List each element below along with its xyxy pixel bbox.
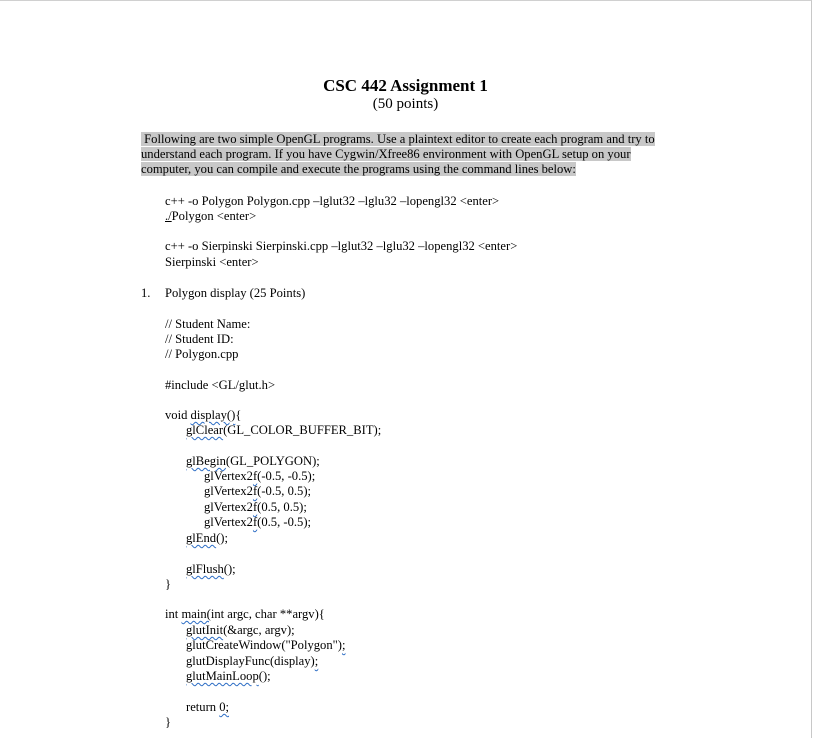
args: (GL_COLOR_BUFFER_BIT); bbox=[223, 423, 382, 437]
semicolon: ; bbox=[341, 638, 346, 652]
code-glend bbox=[186, 531, 228, 546]
sierpinski-compile-command: c++ -o Sierpinski Sierpinski.cpp –lglut32 –lglu32 –lopengl32 <enter> bbox=[165, 239, 518, 253]
args: (0.5, -0.5); bbox=[257, 515, 312, 529]
intro-line-1: Following are two simple OpenGL programs. Use a plaintext editor to create each program and try to bbox=[141, 132, 655, 146]
call: glutCreateWindow("Polygon") bbox=[186, 638, 342, 652]
fn-main: main( bbox=[181, 607, 211, 621]
polygon-compile-command: c++ -o Polygon Polygon.cpp –lglut32 –lglu32 –lopengl32 <enter> bbox=[165, 194, 500, 208]
call: glutDisplayFunc(display) bbox=[186, 654, 315, 668]
intro-line-3: computer, you can compile and execute the programs using the command lines below: bbox=[141, 162, 576, 176]
args: (-0.5, -0.5); bbox=[257, 469, 316, 483]
code-vertex-4 bbox=[204, 515, 311, 530]
page-subtitle: (50 points) bbox=[372, 96, 439, 112]
code-close-brace-2: } bbox=[165, 715, 172, 729]
code-vertex-2 bbox=[204, 484, 311, 499]
args: int argc, char **argv){ bbox=[210, 607, 325, 621]
intro-paragraph bbox=[141, 132, 655, 177]
code-display-decl bbox=[165, 408, 241, 423]
kw: return bbox=[186, 700, 220, 714]
return-value: 0; bbox=[219, 700, 230, 714]
kw: int bbox=[165, 607, 182, 621]
code-vertex-1 bbox=[204, 469, 315, 484]
kw: void bbox=[165, 408, 191, 422]
args: (-0.5, 0.5); bbox=[257, 484, 312, 498]
run-prefix: ./ bbox=[165, 209, 172, 223]
args: (); bbox=[258, 669, 271, 683]
brace: { bbox=[235, 408, 242, 422]
code-create-window bbox=[186, 638, 345, 653]
run-rest: Polygon <enter> bbox=[171, 209, 257, 223]
code-main-loop bbox=[186, 669, 271, 684]
fn-glflush: glFlush bbox=[186, 562, 224, 576]
section-number: 1. bbox=[141, 286, 151, 300]
fn-glbegin: glBegin bbox=[186, 454, 226, 468]
args: (); bbox=[216, 531, 228, 545]
fn-mainloop: glutMainLoop bbox=[186, 669, 259, 683]
intro-line-2: understand each program. If you have Cygwin/Xfree86 environment with OpenGL setup on your bbox=[141, 147, 631, 161]
fn-vertex: glVertex2 bbox=[204, 469, 253, 483]
code-main-decl bbox=[165, 607, 325, 622]
code-glclear bbox=[186, 423, 381, 438]
fn-suffix: f bbox=[252, 515, 258, 529]
fn-suffix: f bbox=[252, 500, 258, 514]
code-glbegin bbox=[186, 454, 320, 469]
code-comment-file: // Polygon.cpp bbox=[165, 347, 239, 361]
polygon-run-command bbox=[165, 209, 256, 224]
code-include: #include <GL/glut.h> bbox=[165, 378, 276, 392]
fn-glend: glEnd bbox=[186, 531, 217, 545]
fn-vertex: glVertex2 bbox=[204, 484, 253, 498]
fn-vertex: glVertex2 bbox=[204, 500, 253, 514]
code-glutinit bbox=[186, 623, 295, 638]
fn-glclear: glClear bbox=[186, 423, 224, 437]
args: (&argc, argv); bbox=[223, 623, 295, 637]
page-title: CSC 442 Assignment 1 bbox=[323, 76, 488, 95]
sierpinski-run-command: Sierpinski <enter> bbox=[165, 255, 259, 269]
code-display-func bbox=[186, 654, 318, 669]
fn-vertex: glVertex2 bbox=[204, 515, 253, 529]
fn-display: display() bbox=[190, 408, 236, 422]
code-close-brace-1: } bbox=[165, 577, 172, 591]
semicolon: ; bbox=[314, 654, 319, 668]
section-heading: Polygon display (25 Points) bbox=[165, 286, 306, 300]
fn-suffix: f bbox=[252, 484, 258, 498]
args: (); bbox=[223, 562, 236, 576]
fn-suffix: f bbox=[252, 469, 258, 483]
code-vertex-3 bbox=[204, 500, 307, 515]
code-glflush bbox=[186, 562, 236, 577]
code-comment-name: // Student Name: bbox=[165, 317, 251, 331]
args: (GL_POLYGON); bbox=[225, 454, 320, 468]
code-return bbox=[186, 700, 229, 715]
code-comment-id: // Student ID: bbox=[165, 332, 234, 346]
args: (0.5, 0.5); bbox=[257, 500, 307, 514]
fn-glutinit: glutInit bbox=[186, 623, 224, 637]
